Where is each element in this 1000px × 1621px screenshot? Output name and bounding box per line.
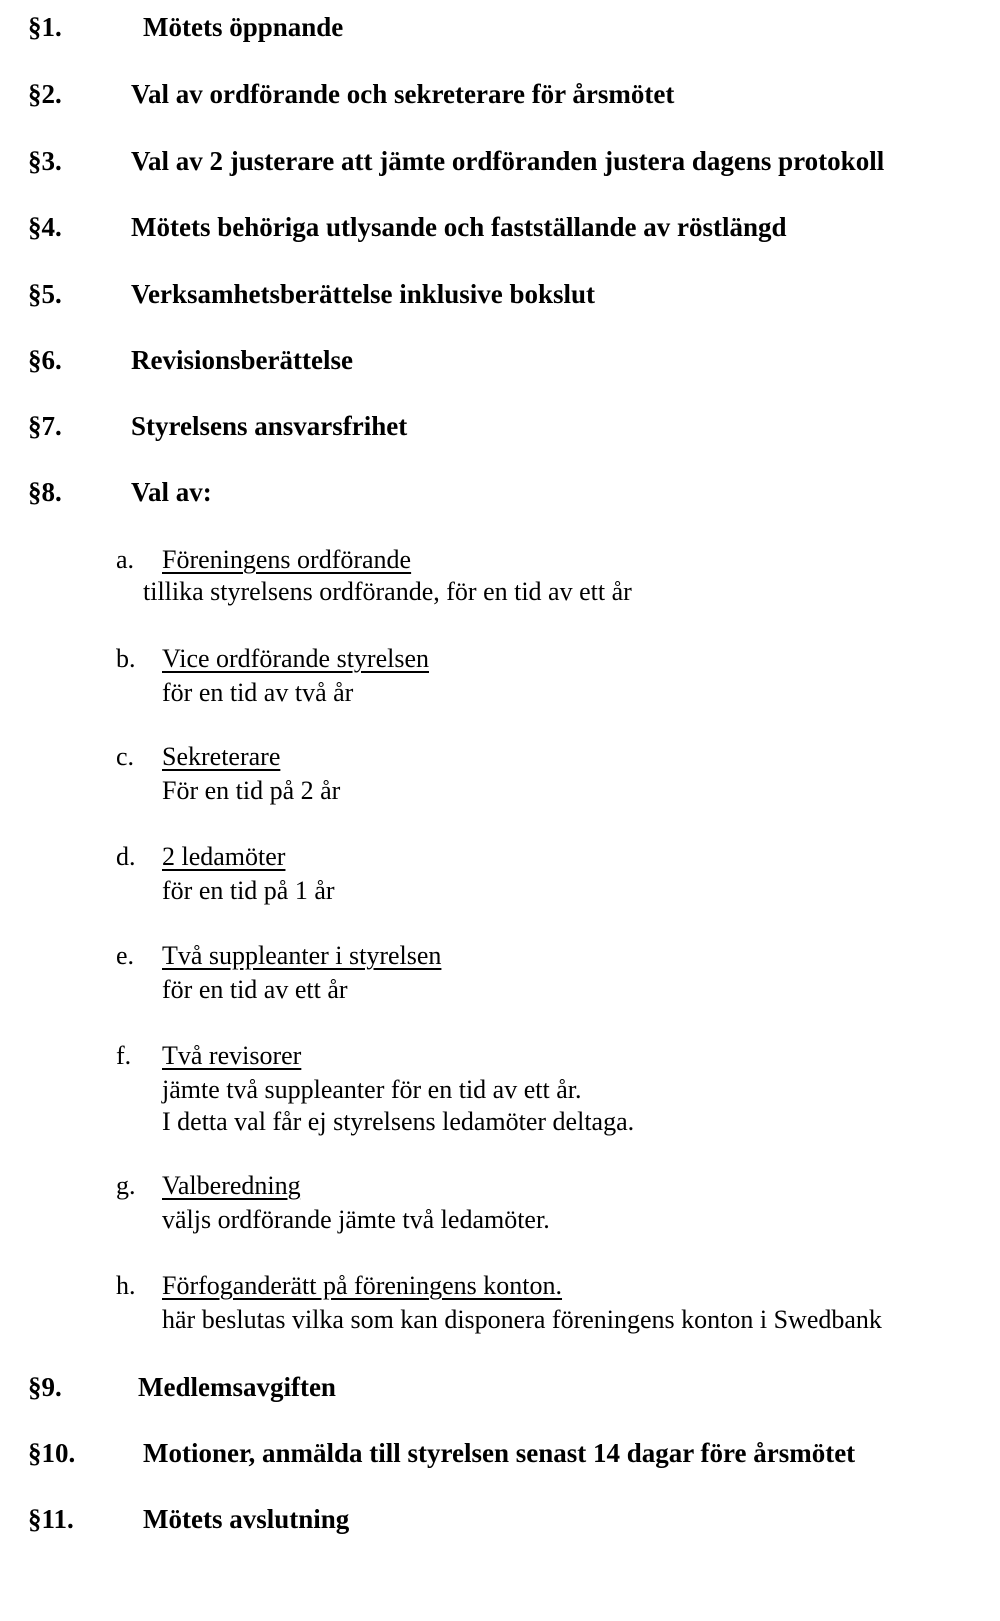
item-letter: e. (116, 941, 135, 970)
item-label: Valberedning (162, 1171, 301, 1200)
item-label: Två suppleanter i styrelsen (162, 941, 442, 970)
section-number: §7. (28, 411, 62, 441)
item-letter: c. (116, 742, 135, 771)
item-letter: g. (116, 1171, 136, 1200)
item-letter: d. (116, 842, 136, 871)
item-description: för en tid på 1 år (162, 876, 335, 905)
item-label: 2 ledamöter (162, 842, 286, 871)
item-label: Vice ordförande styrelsen (162, 644, 429, 673)
item-description: för en tid av ett år (162, 975, 348, 1004)
section-number: §6. (28, 345, 62, 375)
item-label: Förfoganderätt på föreningens konton. (162, 1271, 563, 1300)
item-description: I detta val får ej styrelsens ledamöter deltaga. (162, 1107, 635, 1136)
section-title: Verksamhetsberättelse inklusive bokslut (131, 279, 596, 309)
section-title: Mötets avslutning (143, 1504, 350, 1534)
section-number: §5. (28, 279, 62, 309)
section-title: Val av ordförande och sekreterare för årsmötet (131, 79, 675, 109)
section-title: Val av 2 justerare att jämte ordföranden justera dagens protokoll (131, 146, 885, 176)
section-number: §3. (28, 146, 62, 176)
section-title: Mötets behöriga utlysande och fastställande av röstlängd (131, 212, 787, 242)
item-label: Föreningens ordförande (162, 545, 412, 574)
item-description: för en tid av två år (162, 678, 354, 707)
section-number: §1. (28, 12, 62, 42)
item-letter: b. (116, 644, 136, 673)
section-title: Val av: (131, 477, 212, 507)
section-title: Styrelsens ansvarsfrihet (131, 411, 408, 441)
item-description: här beslutas vilka som kan disponera föreningens konton i Swedbank (162, 1305, 882, 1334)
item-description: väljs ordförande jämte två ledamöter. (162, 1205, 550, 1234)
section-number: §2. (28, 79, 62, 109)
item-label: Två revisorer (162, 1041, 302, 1070)
item-letter: a. (116, 545, 135, 574)
section-title: Medlemsavgiften (138, 1372, 336, 1402)
item-letter: h. (116, 1271, 136, 1300)
section-number: §10. (28, 1438, 76, 1468)
section-number: §11. (28, 1504, 74, 1534)
section-title: Motioner, anmälda till styrelsen senast 14 dagar före årsmötet (143, 1438, 856, 1468)
section-number: §9. (28, 1372, 62, 1402)
item-description: tillika styrelsens ordförande, för en tid av ett år (143, 577, 632, 606)
section-number: §4. (28, 212, 62, 242)
section-title: Mötets öppnande (143, 12, 344, 42)
item-label: Sekreterare (162, 742, 281, 771)
item-description: jämte två suppleanter för en tid av ett år. (162, 1075, 582, 1104)
item-letter: f. (116, 1041, 132, 1070)
section-title: Revisionsberättelse (131, 345, 353, 375)
item-description: För en tid på 2 år (162, 776, 341, 805)
section-number: §8. (28, 477, 62, 507)
